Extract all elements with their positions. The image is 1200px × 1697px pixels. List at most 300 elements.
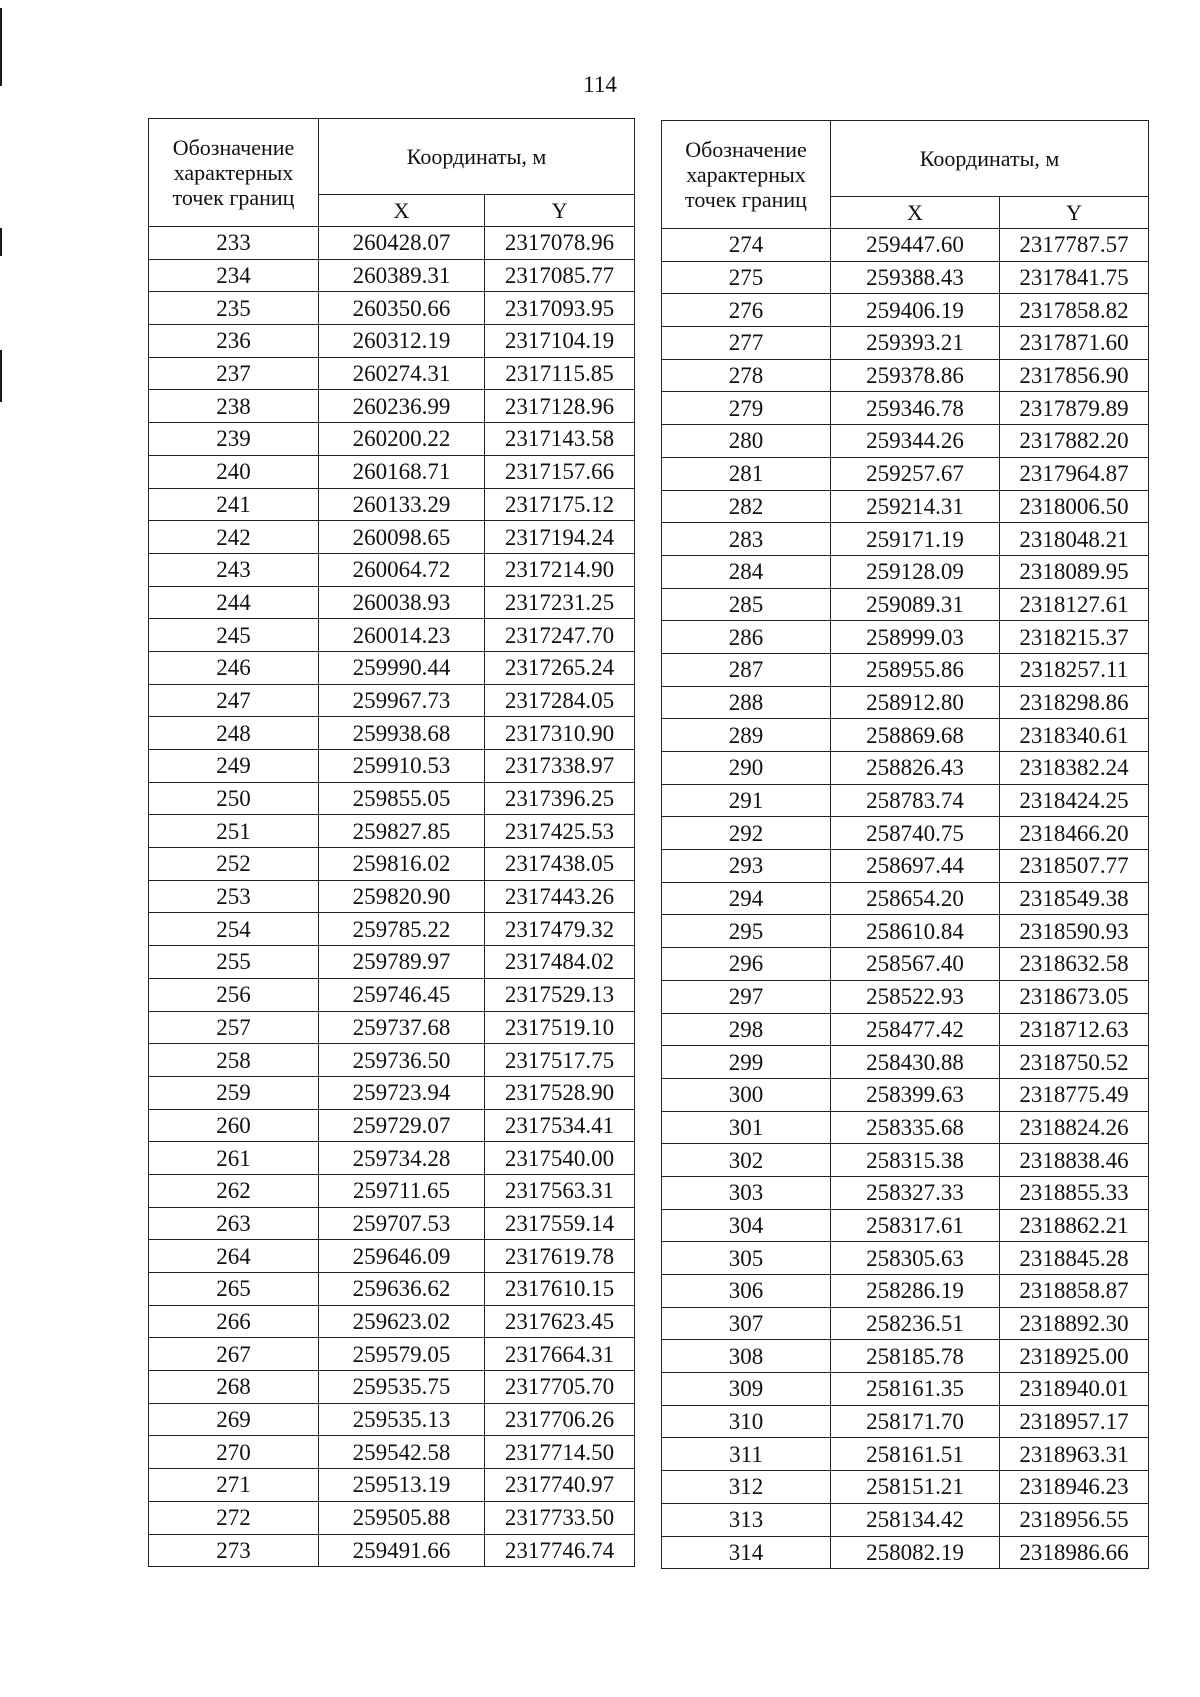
table-row [149,325,635,358]
table-row [662,261,1149,294]
table-row [662,1046,1149,1079]
table-row [149,651,635,684]
point-id-cell: 274 [662,229,831,262]
x-coordinate-cell: 259491.66 [319,1534,485,1567]
table-row [149,1371,635,1404]
table-row [149,619,635,652]
y-coordinate-cell: 2317310.90 [485,717,635,750]
point-id-cell: 287 [662,653,831,686]
point-id-cell: 280 [662,425,831,458]
y-coordinate-cell: 2317733.50 [485,1501,635,1534]
x-coordinate-cell: 259535.75 [319,1371,485,1404]
x-coordinate-cell: 259789.97 [319,946,485,979]
x-coordinate-cell: 259089.31 [831,588,1000,621]
point-id-cell: 306 [662,1275,831,1308]
x-coordinate-cell: 259171.19 [831,523,1000,556]
table-row [662,1078,1149,1111]
table-row [662,1340,1149,1373]
x-coordinate-cell: 259785.22 [319,913,485,946]
table-row [662,752,1149,785]
y-coordinate-cell: 2318838.46 [1000,1144,1149,1177]
y-coordinate-cell: 2317284.05 [485,684,635,717]
x-coordinate-cell: 258399.63 [831,1078,1000,1111]
table-row [662,850,1149,883]
x-coordinate-cell: 258477.42 [831,1013,1000,1046]
y-coordinate-cell: 2317338.97 [485,750,635,783]
y-coordinate-cell: 2317128.96 [485,390,635,423]
x-coordinate-cell: 259736.50 [319,1044,485,1077]
point-id-cell: 297 [662,980,831,1013]
x-coordinate-cell: 258740.75 [831,817,1000,850]
x-coordinate-cell: 258610.84 [831,915,1000,948]
table-row [149,488,635,521]
table-row [662,294,1149,327]
x-coordinate-cell: 258522.93 [831,980,1000,1013]
point-id-cell: 246 [149,651,319,684]
table-row [662,1503,1149,1536]
x-coordinate-cell: 259816.02 [319,848,485,881]
x-coordinate-cell: 258567.40 [831,948,1000,981]
table-row [149,880,635,913]
point-id-cell: 298 [662,1013,831,1046]
table-row [149,1534,635,1567]
x-coordinate-cell: 258335.68 [831,1111,1000,1144]
x-coordinate-cell: 258315.38 [831,1144,1000,1177]
page-number: 114 [583,72,617,97]
x-coordinate-cell: 259346.78 [831,392,1000,425]
x-coordinate-cell: 259214.31 [831,490,1000,523]
point-id-cell: 279 [662,392,831,425]
x-coordinate-cell: 259378.86 [831,359,1000,392]
x-coordinate-cell: 259344.26 [831,425,1000,458]
coordinates-header: Координаты, м [831,121,1149,197]
x-coordinate-cell: 258912.80 [831,686,1000,719]
x-coordinate-cell: 259734.28 [319,1142,485,1175]
x-coordinate-cell: 260133.29 [319,488,485,521]
point-id-cell: 260 [149,1109,319,1142]
point-id-cell: 243 [149,553,319,586]
y-coordinate-cell: 2317529.13 [485,978,635,1011]
point-id-cell: 292 [662,817,831,850]
x-coordinate-cell: 260098.65 [319,521,485,554]
x-coordinate-cell: 260200.22 [319,423,485,456]
y-coordinate-cell: 2317841.75 [1000,261,1149,294]
point-id-cell: 247 [149,684,319,717]
table-row [149,1403,635,1436]
x-coordinate-cell: 259729.07 [319,1109,485,1142]
table-row [149,717,635,750]
table-row [662,1471,1149,1504]
y-coordinate-cell: 2317871.60 [1000,327,1149,360]
point-id-cell: 310 [662,1405,831,1438]
y-coordinate-cell: 2317858.82 [1000,294,1149,327]
table-row [149,423,635,456]
table-row [149,750,635,783]
x-coordinate-cell: 258286.19 [831,1275,1000,1308]
point-id-cell: 277 [662,327,831,360]
point-id-cell: 248 [149,717,319,750]
y-coordinate-cell: 2317231.25 [485,586,635,619]
y-coordinate-cell: 2317746.74 [485,1534,635,1567]
scan-margin-mark [0,350,2,402]
point-id-cell: 237 [149,357,319,390]
x-coordinate-cell: 258185.78 [831,1340,1000,1373]
point-designation-header: Обозначение характерных точек границ [149,119,319,227]
table-row [662,1275,1149,1308]
y-coordinate-cell: 2317093.95 [485,292,635,325]
point-id-cell: 314 [662,1536,831,1569]
table-row [149,1174,635,1207]
y-column-header: Y [1000,197,1149,229]
x-coordinate-cell: 259505.88 [319,1501,485,1534]
y-coordinate-cell: 2317623.45 [485,1305,635,1338]
point-id-cell: 235 [149,292,319,325]
x-column-header: X [831,197,1000,229]
point-id-cell: 251 [149,815,319,848]
table-row [662,784,1149,817]
point-id-cell: 256 [149,978,319,1011]
table-row [149,1338,635,1371]
y-coordinate-cell: 2318824.26 [1000,1111,1149,1144]
table-row [149,227,635,260]
point-id-cell: 259 [149,1076,319,1109]
y-coordinate-cell: 2317619.78 [485,1240,635,1273]
point-id-cell: 239 [149,423,319,456]
point-id-cell: 252 [149,848,319,881]
y-coordinate-cell: 2317610.15 [485,1273,635,1306]
table-row [149,848,635,881]
y-coordinate-cell: 2317157.66 [485,455,635,488]
y-coordinate-cell: 2318632.58 [1000,948,1149,981]
x-coordinate-cell: 260389.31 [319,259,485,292]
table-row [662,490,1149,523]
point-id-cell: 284 [662,555,831,588]
table-row [149,684,635,717]
point-id-cell: 282 [662,490,831,523]
y-column-header: Y [485,195,635,227]
point-id-cell: 276 [662,294,831,327]
y-coordinate-cell: 2317664.31 [485,1338,635,1371]
point-id-cell: 283 [662,523,831,556]
point-id-cell: 273 [149,1534,319,1567]
x-coordinate-cell: 259579.05 [319,1338,485,1371]
y-coordinate-cell: 2318925.00 [1000,1340,1149,1373]
x-coordinate-cell: 259388.43 [831,261,1000,294]
x-coordinate-cell: 258305.63 [831,1242,1000,1275]
y-coordinate-cell: 2317563.31 [485,1174,635,1207]
point-id-cell: 305 [662,1242,831,1275]
y-coordinate-cell: 2318986.66 [1000,1536,1149,1569]
table-row [662,1536,1149,1569]
coordinates-table-left [148,118,635,1567]
x-coordinate-cell: 260168.71 [319,455,485,488]
y-coordinate-cell: 2318775.49 [1000,1078,1149,1111]
point-id-cell: 304 [662,1209,831,1242]
table-row [662,1176,1149,1209]
x-coordinate-cell: 258317.61 [831,1209,1000,1242]
table-row [662,621,1149,654]
y-coordinate-cell: 2317706.26 [485,1403,635,1436]
table-row [149,259,635,292]
y-coordinate-cell: 2317443.26 [485,880,635,913]
table-row [149,978,635,1011]
point-id-cell: 263 [149,1207,319,1240]
point-id-cell: 293 [662,850,831,883]
y-coordinate-cell: 2317143.58 [485,423,635,456]
point-id-cell: 267 [149,1338,319,1371]
point-id-cell: 242 [149,521,319,554]
y-coordinate-cell: 2317438.05 [485,848,635,881]
table-row [149,1305,635,1338]
y-coordinate-cell: 2318257.11 [1000,653,1149,686]
point-id-cell: 291 [662,784,831,817]
y-coordinate-cell: 2318892.30 [1000,1307,1149,1340]
point-id-cell: 288 [662,686,831,719]
point-id-cell: 250 [149,782,319,815]
y-coordinate-cell: 2317714.50 [485,1436,635,1469]
point-id-cell: 270 [149,1436,319,1469]
x-coordinate-cell: 258171.70 [831,1405,1000,1438]
point-id-cell: 272 [149,1501,319,1534]
y-coordinate-cell: 2317194.24 [485,521,635,554]
x-coordinate-cell: 260064.72 [319,553,485,586]
y-coordinate-cell: 2317740.97 [485,1469,635,1502]
table-row [149,357,635,390]
x-coordinate-cell: 258236.51 [831,1307,1000,1340]
x-coordinate-cell: 258161.51 [831,1438,1000,1471]
y-coordinate-cell: 2318862.21 [1000,1209,1149,1242]
table-row [149,1501,635,1534]
point-id-cell: 234 [149,259,319,292]
y-coordinate-cell: 2318858.87 [1000,1275,1149,1308]
y-coordinate-cell: 2318590.93 [1000,915,1149,948]
y-coordinate-cell: 2318298.86 [1000,686,1149,719]
table-row [149,782,635,815]
table-row [149,1109,635,1142]
table-row [662,1013,1149,1046]
table-row [149,390,635,423]
table-row [149,913,635,946]
y-coordinate-cell: 2318215.37 [1000,621,1149,654]
point-id-cell: 261 [149,1142,319,1175]
point-id-cell: 233 [149,227,319,260]
point-id-cell: 301 [662,1111,831,1144]
point-id-cell: 296 [662,948,831,981]
point-id-cell: 254 [149,913,319,946]
y-coordinate-cell: 2318006.50 [1000,490,1149,523]
y-coordinate-cell: 2317479.32 [485,913,635,946]
y-coordinate-cell: 2318940.01 [1000,1373,1149,1406]
x-coordinate-cell: 259535.13 [319,1403,485,1436]
y-coordinate-cell: 2317265.24 [485,651,635,684]
y-coordinate-cell: 2318089.95 [1000,555,1149,588]
y-coordinate-cell: 2317540.00 [485,1142,635,1175]
y-coordinate-cell: 2318127.61 [1000,588,1149,621]
point-id-cell: 241 [149,488,319,521]
table-row [662,882,1149,915]
point-id-cell: 286 [662,621,831,654]
x-coordinate-cell: 258161.35 [831,1373,1000,1406]
x-coordinate-cell: 259707.53 [319,1207,485,1240]
y-coordinate-cell: 2318963.31 [1000,1438,1149,1471]
y-coordinate-cell: 2317519.10 [485,1011,635,1044]
y-coordinate-cell: 2318712.63 [1000,1013,1149,1046]
coordinates-table-right [661,120,1149,1569]
x-coordinate-cell: 259646.09 [319,1240,485,1273]
y-coordinate-cell: 2317484.02 [485,946,635,979]
table-row [662,229,1149,262]
table-row [662,555,1149,588]
y-coordinate-cell: 2317964.87 [1000,457,1149,490]
x-coordinate-cell: 259746.45 [319,978,485,1011]
table-row [662,686,1149,719]
y-coordinate-cell: 2317214.90 [485,553,635,586]
table-row [662,1373,1149,1406]
table-row [662,948,1149,981]
y-coordinate-cell: 2318466.20 [1000,817,1149,850]
x-coordinate-cell: 260038.93 [319,586,485,619]
point-id-cell: 240 [149,455,319,488]
table-row [149,1273,635,1306]
x-coordinate-cell: 259855.05 [319,782,485,815]
coordinates-header: Координаты, м [319,119,635,195]
table-row [662,457,1149,490]
point-id-cell: 294 [662,882,831,915]
x-coordinate-cell: 260428.07 [319,227,485,260]
table-row [149,1044,635,1077]
y-coordinate-cell: 2317115.85 [485,357,635,390]
point-id-cell: 245 [149,619,319,652]
x-coordinate-cell: 259447.60 [831,229,1000,262]
table-row [662,1405,1149,1438]
x-coordinate-cell: 258955.86 [831,653,1000,686]
x-coordinate-cell: 258654.20 [831,882,1000,915]
y-coordinate-cell: 2317559.14 [485,1207,635,1240]
table-row [662,523,1149,556]
y-coordinate-cell: 2318673.05 [1000,980,1149,1013]
x-coordinate-cell: 259711.65 [319,1174,485,1207]
table-row [662,425,1149,458]
x-coordinate-cell: 260014.23 [319,619,485,652]
point-id-cell: 281 [662,457,831,490]
x-coordinate-cell: 259723.94 [319,1076,485,1109]
table-row [662,1111,1149,1144]
table-row [662,1307,1149,1340]
x-coordinate-cell: 259636.62 [319,1273,485,1306]
x-coordinate-cell: 260312.19 [319,325,485,358]
x-coordinate-cell: 259128.09 [831,555,1000,588]
x-coordinate-cell: 258134.42 [831,1503,1000,1536]
table-row [662,392,1149,425]
scan-margin-mark [0,228,2,256]
y-coordinate-cell: 2317879.89 [1000,392,1149,425]
x-coordinate-cell: 259990.44 [319,651,485,684]
x-coordinate-cell: 258082.19 [831,1536,1000,1569]
table-row [149,1011,635,1044]
y-coordinate-cell: 2317856.90 [1000,359,1149,392]
y-coordinate-cell: 2317882.20 [1000,425,1149,458]
table-row [149,946,635,979]
x-coordinate-cell: 258826.43 [831,752,1000,785]
point-id-cell: 264 [149,1240,319,1273]
x-coordinate-cell: 260274.31 [319,357,485,390]
x-coordinate-cell: 259820.90 [319,880,485,913]
table-row [149,455,635,488]
point-id-cell: 309 [662,1373,831,1406]
point-id-cell: 289 [662,719,831,752]
point-id-cell: 271 [149,1469,319,1502]
y-coordinate-cell: 2317104.19 [485,325,635,358]
x-coordinate-cell: 259967.73 [319,684,485,717]
point-id-cell: 258 [149,1044,319,1077]
point-id-cell: 236 [149,325,319,358]
table-row [149,815,635,848]
y-coordinate-cell: 2318382.24 [1000,752,1149,785]
y-coordinate-cell: 2317425.53 [485,815,635,848]
point-id-cell: 278 [662,359,831,392]
y-coordinate-cell: 2317528.90 [485,1076,635,1109]
point-id-cell: 307 [662,1307,831,1340]
point-id-cell: 290 [662,752,831,785]
point-id-cell: 285 [662,588,831,621]
x-coordinate-cell: 260236.99 [319,390,485,423]
table-row [662,327,1149,360]
table-row [149,292,635,325]
x-coordinate-cell: 258327.33 [831,1176,1000,1209]
y-coordinate-cell: 2318845.28 [1000,1242,1149,1275]
y-coordinate-cell: 2317078.96 [485,227,635,260]
y-coordinate-cell: 2318956.55 [1000,1503,1149,1536]
point-id-cell: 244 [149,586,319,619]
table-row [662,653,1149,686]
x-coordinate-cell: 258999.03 [831,621,1000,654]
table-row [149,1076,635,1109]
y-coordinate-cell: 2318549.38 [1000,882,1149,915]
point-id-cell: 266 [149,1305,319,1338]
y-coordinate-cell: 2318424.25 [1000,784,1149,817]
point-id-cell: 275 [662,261,831,294]
table-row [149,1207,635,1240]
y-coordinate-cell: 2317705.70 [485,1371,635,1404]
table-row [662,1242,1149,1275]
point-id-cell: 238 [149,390,319,423]
table-row [662,1209,1149,1242]
point-id-cell: 255 [149,946,319,979]
table-row [149,1142,635,1175]
point-id-cell: 249 [149,750,319,783]
x-coordinate-cell: 258430.88 [831,1046,1000,1079]
point-id-cell: 312 [662,1471,831,1504]
x-coordinate-cell: 259393.21 [831,327,1000,360]
x-coordinate-cell: 260350.66 [319,292,485,325]
y-coordinate-cell: 2318340.61 [1000,719,1149,752]
x-coordinate-cell: 259257.67 [831,457,1000,490]
point-id-cell: 269 [149,1403,319,1436]
y-coordinate-cell: 2318048.21 [1000,523,1149,556]
y-coordinate-cell: 2318855.33 [1000,1176,1149,1209]
table-row [662,1144,1149,1177]
point-id-cell: 257 [149,1011,319,1044]
table-row [662,817,1149,850]
x-coordinate-cell: 258151.21 [831,1471,1000,1504]
table-row [149,553,635,586]
point-designation-header: Обозначение характерных точек границ [662,121,831,229]
x-coordinate-cell: 258783.74 [831,784,1000,817]
table-row [149,1436,635,1469]
x-coordinate-cell: 259513.19 [319,1469,485,1502]
table-row [149,1240,635,1273]
x-coordinate-cell: 259623.02 [319,1305,485,1338]
